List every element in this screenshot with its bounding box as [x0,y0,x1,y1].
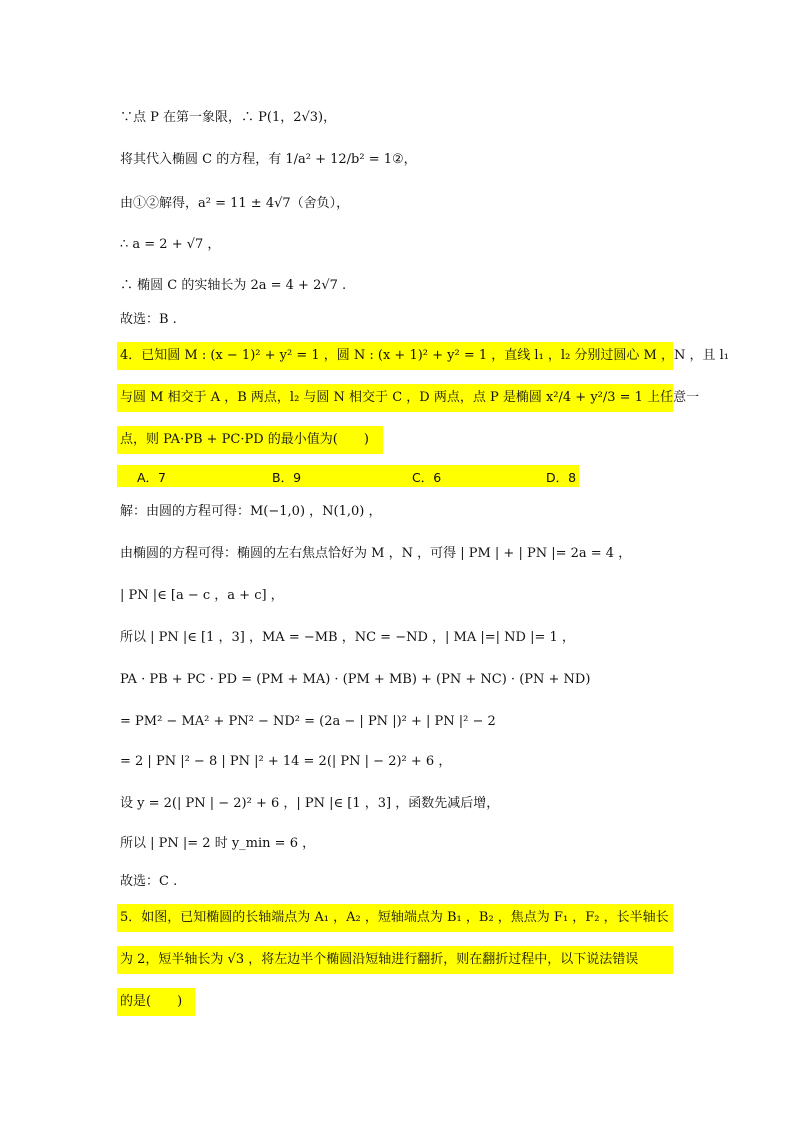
question-4-line-3: 点，则 PA·PB + PC·PD 的最小值为( ) [120,432,369,447]
option-c: C．6 [412,470,442,485]
option-d: D．8 [546,470,577,485]
solution-line: 所以 | PN |∈ [1 ，3] ，MA = −MB ，NC = −ND ，| MA |=| ND |= 1 ， [120,630,575,645]
question-5-line-1: 5．如图，已知椭圆的长轴端点为 A₁ ，A₂ ，短轴端点为 B₁ ，B₂ ，焦点为 F₁ ，F₂ ，长半轴长 [120,910,669,925]
solution-line: 所以 | PN |= 2 时 y_min = 6 ， [120,836,316,851]
solution-line: = 2 | PN |² − 8 | PN |² + 14 = 2(| PN | − 2)² + 6 ， [120,754,452,769]
solution-line: 由椭圆的方程可得：椭圆的左右焦点恰好为 M ，N ，可得 | PM | + | PN |= 2a = 4 ， [120,546,632,561]
solution-line: 设 y = 2(| PN | − 2)² + 6 ，| PN |∈ [1 ，3] ，函数先减后增， [120,796,500,811]
solution-line: 解：由圆的方程可得：M(−1,0) ，N(1,0) ， [120,504,382,519]
option-b: B．9 [272,470,302,485]
answer-line: 故选：C . [120,874,178,889]
option-a: A．7 [137,470,167,485]
solution-line-4: ∴ a = 2 + √7 ， [120,237,221,252]
question-5-line-2: 为 2，短半轴长为 √3 ，将左边半个椭圆沿短轴进行翻折，则在翻折过程中，以下说法错误 [120,952,639,967]
solution-line: PA · PB + PC · PD = (PM + MA) · (PM + MB) + (PN + NC) · (PN + ND) [120,672,591,687]
solution-line: | PN |∈ [a − c ，a + c] ， [120,588,284,603]
options-highlight [117,465,579,487]
solution-line-5: ∴ 椭圆 C 的实轴长为 2a = 4 + 2√7 . [120,278,347,293]
solution-line-3: 由①②解得，a² = 11 ± 4√7（舍负）， [120,196,350,211]
solution-line-2: 将其代入椭圆 C 的方程，有 1/a² + 12/b² = 1②， [120,152,417,167]
solution-line: = PM² − MA² + PN² − ND² = (2a − | PN |)² + | PN |² − 2 [120,714,496,729]
solution-line-1: ∵点 P 在第一象限，∴ P(1，2√3)， [120,110,337,125]
question-4-line-1: 4．已知圆 M : (x − 1)² + y² = 1 ，圆 N : (x + 1)² + y² = 1 ，直线 l₁ ，l₂ 分别过圆心 M ，N ，且 l₁ [120,348,730,363]
question-4-line-2: 与圆 M 相交于 A ，B 两点，l₂ 与圆 N 相交于 C ，D 两点，点 P 是椭圆 x²/4 + y²/3 = 1 上任意一 [120,390,700,405]
question-5-line-3: 的是( ) [120,994,183,1009]
answer-line: 故选：B . [120,312,177,327]
